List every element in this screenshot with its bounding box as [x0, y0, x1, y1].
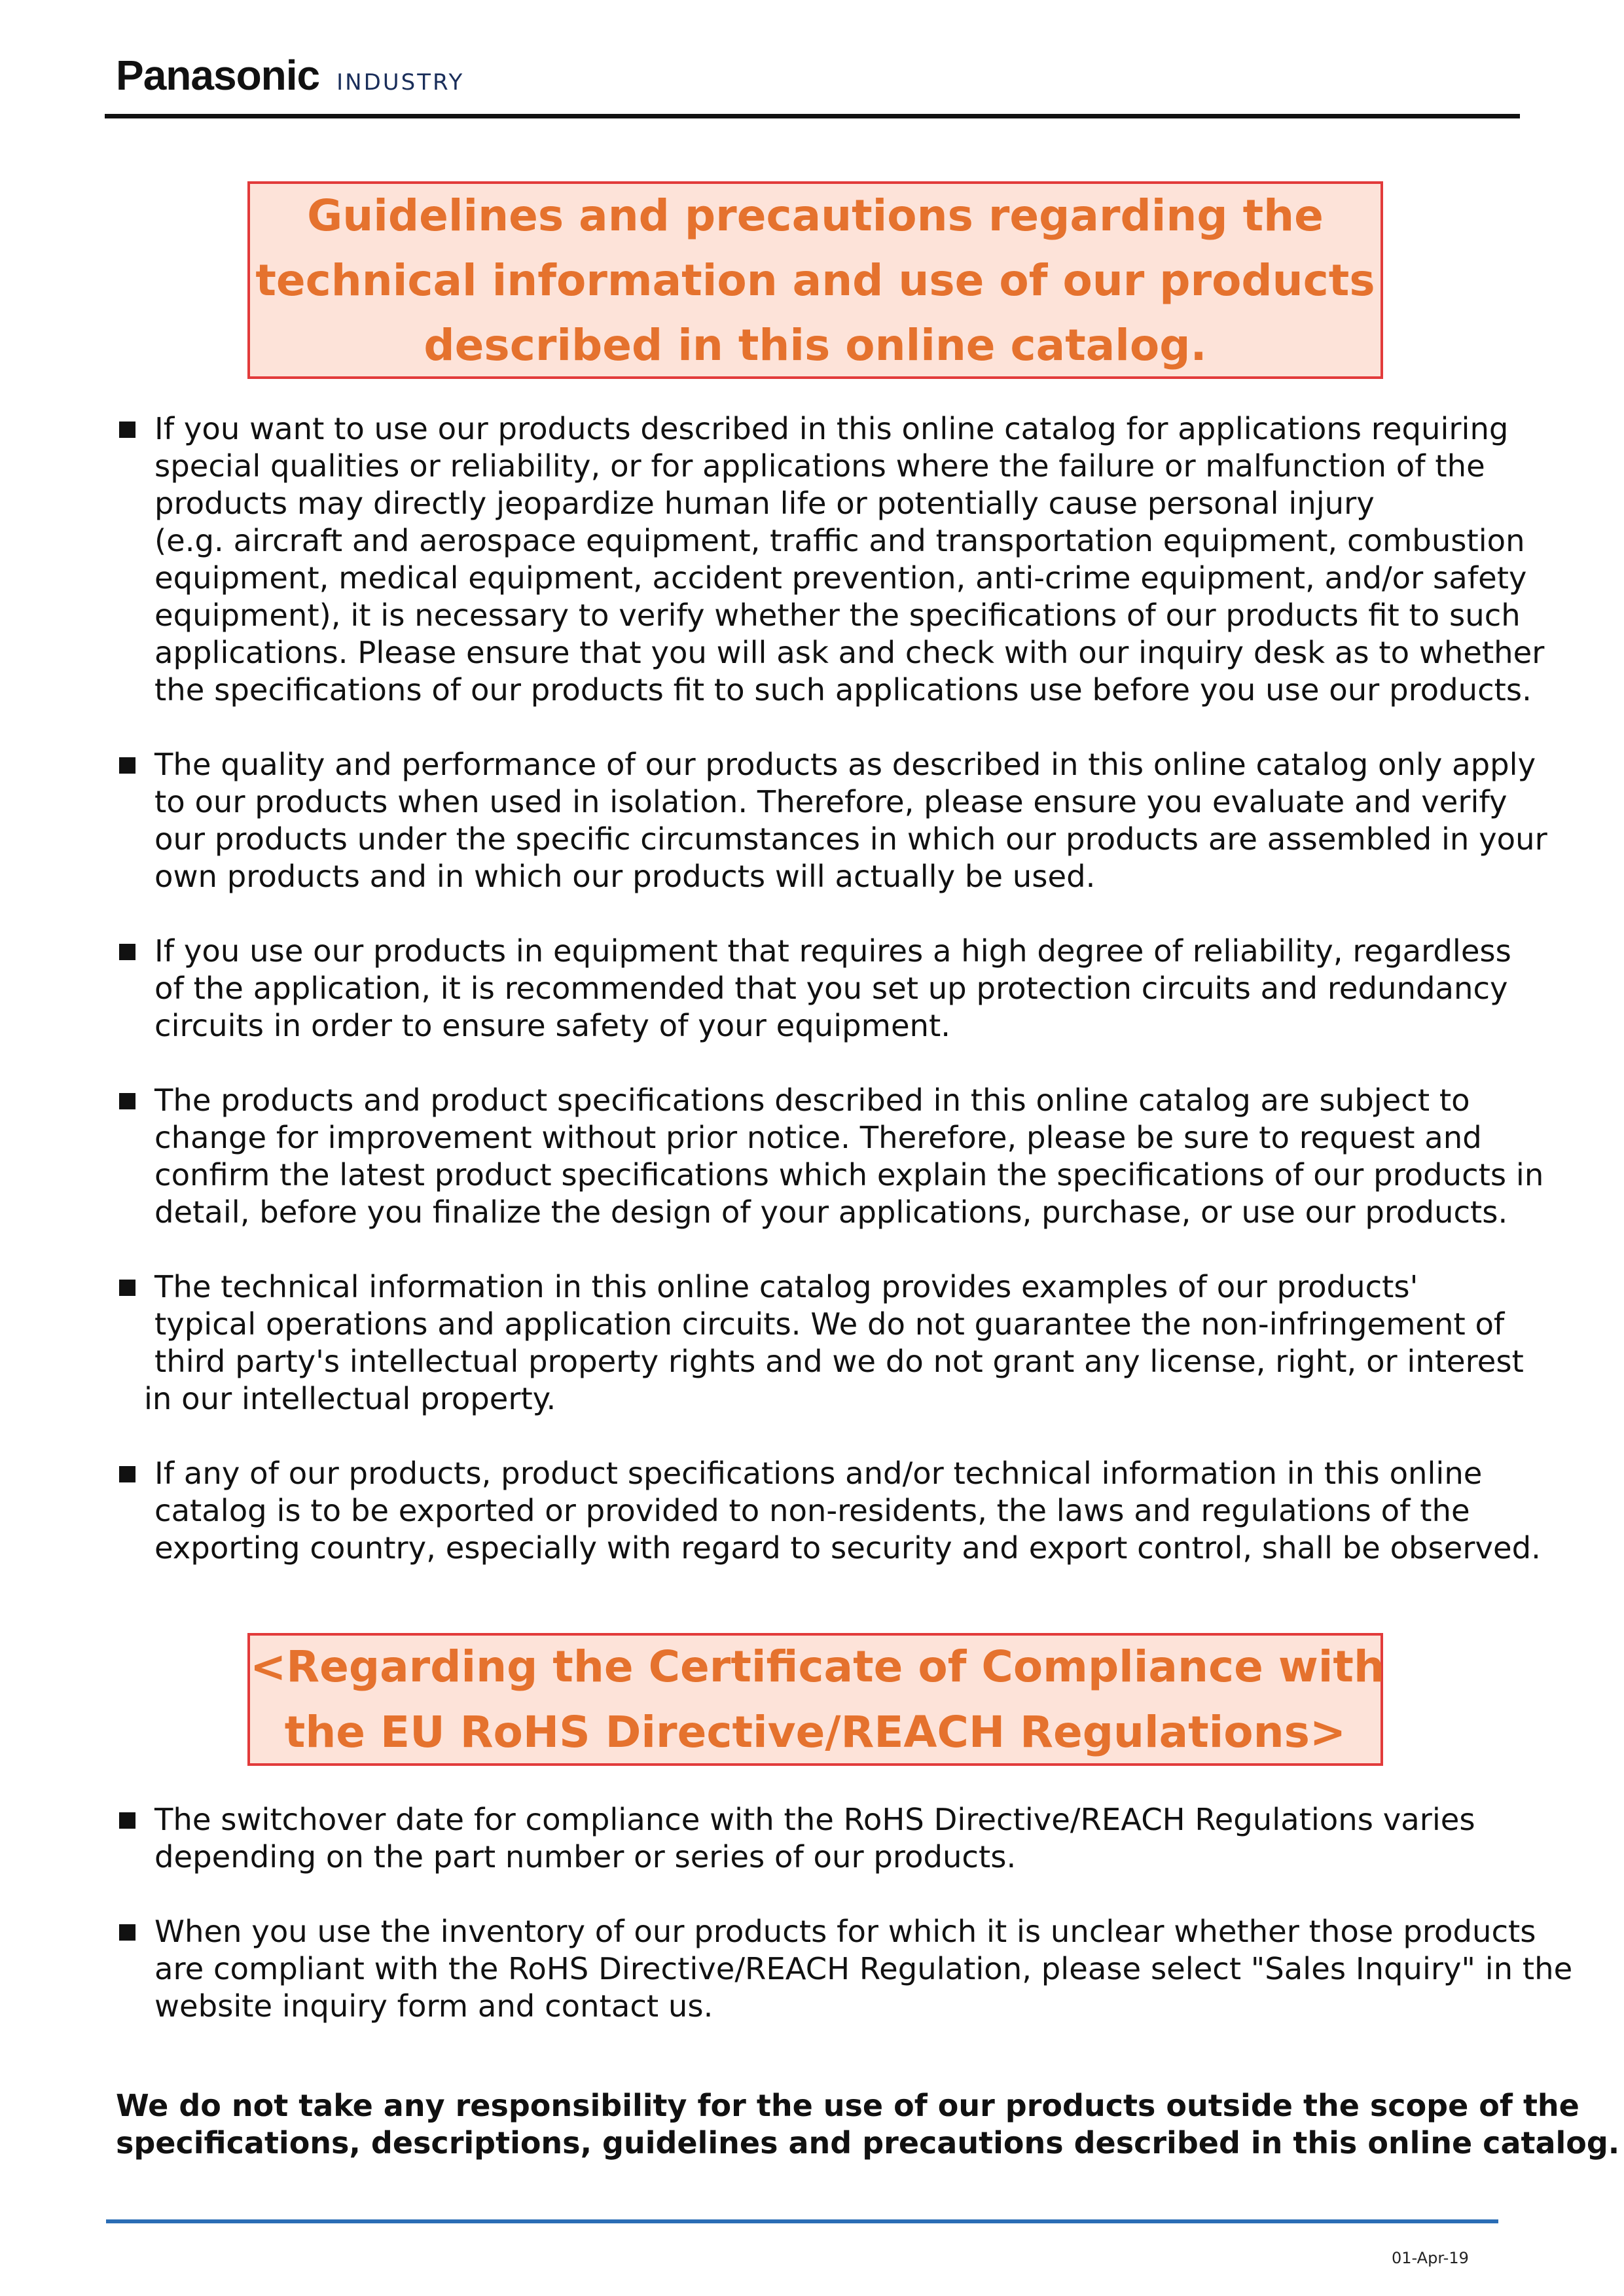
bullet-item — [118, 410, 1545, 709]
document-date: 01-Apr-19 — [1392, 2249, 1469, 2267]
guidelines-title-box — [247, 181, 1383, 379]
bullet-line: When you use the inventory of our products for which it is unclear whether those products — [154, 1914, 1536, 1949]
bullet-line: equipment), it is necessary to verify whether the specifications of our products fit to such — [154, 598, 1521, 633]
rohs-title-line: <Regarding the Certificate of Compliance with — [250, 1641, 1384, 1692]
bullet-item — [118, 1082, 1545, 1231]
guidelines-title-line: technical information and use of our products — [255, 255, 1375, 306]
rohs-title-box — [247, 1633, 1383, 1766]
square-bullet-icon — [119, 1924, 135, 1941]
guidelines-title-line: described in this online catalog. — [424, 319, 1207, 370]
bullet-item — [118, 746, 1545, 895]
square-bullet-icon — [119, 944, 135, 960]
bullet-line: our products under the specific circumstances in which our products are assembled in your — [154, 821, 1547, 857]
square-bullet-icon — [119, 1093, 135, 1109]
bullet-line: If you use our products in equipment that requires a high degree of reliability, regardless — [154, 933, 1511, 969]
bullet-item — [118, 1268, 1545, 1418]
bullet-line: confirm the latest product specifications which explain the specifications of our products in — [154, 1157, 1544, 1193]
bullet-line: exporting country, especially with regard to security and export control, shall be observed. — [154, 1530, 1541, 1566]
bullet-line: special qualities or reliability, or for applications where the failure or malfunction of the — [154, 448, 1485, 484]
square-bullet-icon — [119, 1280, 135, 1296]
disclaimer-line: We do not take any responsibility for the use of our products outside the scope of the — [116, 2088, 1579, 2123]
bullet-line: website inquiry form and contact us. — [154, 1988, 713, 2024]
bullet-item — [118, 1455, 1545, 1567]
rohs-title-line: the EU RoHS Directive/REACH Regulations> — [284, 1706, 1346, 1757]
bullet-line: The technical information in this online catalog provides examples of our products' — [154, 1269, 1418, 1304]
bullet-line: If any of our products, product specifications and/or technical information in this online — [154, 1456, 1483, 1491]
bullet-line: are compliant with the RoHS Directive/REACH Regulation, please select "Sales Inquiry" in the — [154, 1951, 1573, 1986]
bullet-line: change for improvement without prior notice. Therefore, please be sure to request and — [154, 1120, 1482, 1155]
bullet-line: typical operations and application circuits. We do not guarantee the non-infringement of — [154, 1306, 1505, 1342]
square-bullet-icon — [119, 1466, 135, 1482]
bullet-item — [118, 1913, 1573, 2025]
brand-division: INDUSTRY — [336, 69, 465, 96]
bullet-line: to our products when used in isolation. Therefore, please ensure you evaluate and verify — [154, 784, 1507, 819]
bullet-item — [118, 1801, 1545, 1876]
bullet-line: catalog is to be exported or provided to non-residents, the laws and regulations of the — [154, 1493, 1470, 1528]
bullet-line: (e.g. aircraft and aerospace equipment, traffic and transportation equipment, combustion — [154, 523, 1525, 558]
bullet-line: detail, before you finalize the design of your applications, purchase, or use our products. — [154, 1194, 1508, 1230]
brand-logo — [116, 51, 464, 99]
footer-divider — [106, 2219, 1498, 2223]
guidelines-bullet-list — [118, 410, 1545, 1567]
square-bullet-icon — [119, 1812, 135, 1829]
bullet-line: The quality and performance of our products as described in this online catalog only apply — [154, 747, 1536, 782]
bullet-line: own products and in which our products will actually be used. — [154, 859, 1096, 894]
bullet-item — [118, 933, 1545, 1045]
bullet-line: of the application, it is recommended that you set up protection circuits and redundancy — [154, 971, 1508, 1006]
bullet-line: The switchover date for compliance with the RoHS Directive/REACH Regulations varies — [154, 1802, 1475, 1837]
square-bullet-icon — [119, 757, 135, 774]
header-divider — [105, 114, 1520, 118]
bullet-line: equipment, medical equipment, accident prevention, anti-crime equipment, and/or safety — [154, 560, 1527, 596]
bullet-line: products may directly jeopardize human life or potentially cause personal injury — [154, 486, 1375, 521]
responsibility-disclaimer — [116, 2087, 1620, 2162]
bullet-line: third party's intellectual property rights and we do not grant any license, right, or interest — [154, 1344, 1524, 1379]
bullet-line: depending on the part number or series of our products. — [154, 1839, 1017, 1874]
bullet-line: If you want to use our products described in this online catalog for applications requiring — [154, 411, 1509, 446]
rohs-bullet-list — [118, 1801, 1573, 2025]
guidelines-title-line: Guidelines and precautions regarding the — [307, 190, 1324, 241]
bullet-line: applications. Please ensure that you will ask and check with our inquiry desk as to whether — [154, 635, 1545, 670]
bullet-line: the specifications of our products fit to such applications use before you use our products. — [154, 672, 1532, 708]
bullet-line: The products and product specifications described in this online catalog are subject to — [154, 1083, 1470, 1118]
brand-name: Panasonic — [116, 52, 320, 99]
bullet-line: circuits in order to ensure safety of your equipment. — [154, 1008, 951, 1043]
bullet-line: in our intellectual property. — [144, 1381, 556, 1416]
disclaimer-line: specifications, descriptions, guidelines and precautions described in this online catalog. — [116, 2125, 1620, 2161]
square-bullet-icon — [119, 422, 135, 438]
